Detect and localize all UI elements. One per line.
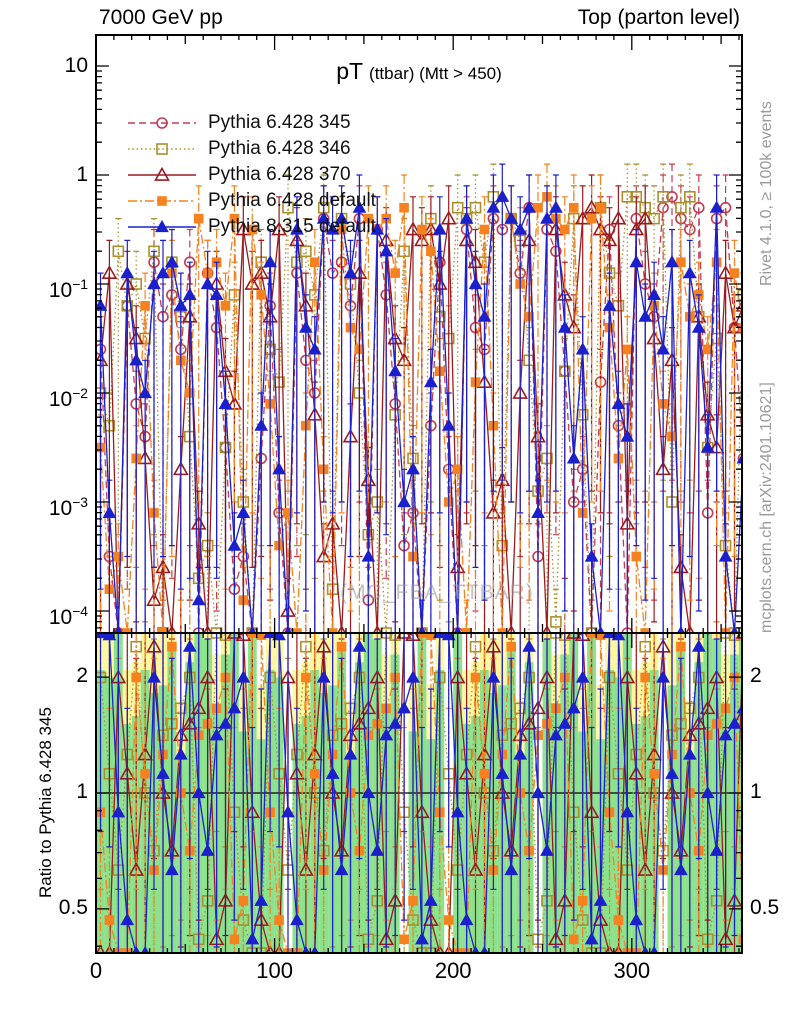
legend-marker-square-open	[127, 140, 197, 158]
x-tick-label: 0	[89, 958, 103, 983]
legend-item-4	[127, 214, 376, 240]
legend-item-0	[127, 110, 376, 136]
header-process: Top (parton level)	[577, 6, 740, 29]
ratio-y-tick-label-right: 2	[750, 664, 762, 688]
legend-label: Pythia 8.315 default	[208, 216, 376, 237]
legend-item-1	[127, 136, 376, 162]
legend-label: Pythia 6.428 370	[208, 164, 351, 185]
plot-title	[96, 58, 742, 85]
legend-label: Pythia 6.428 346	[208, 138, 351, 159]
main-y-tick-label: $10^{-1}$	[48, 276, 88, 302]
plot-title-observable: pT	[336, 58, 364, 84]
legend	[127, 110, 376, 240]
main-y-tick-label: $10^{-4}$	[48, 603, 88, 629]
main-y-tick-label: $10^{-2}$	[48, 385, 88, 411]
x-tick-label: 100	[256, 958, 293, 983]
mcplots-citation-note: mcplots.cern.ch [arXiv:2401.10621]	[758, 382, 775, 633]
legend-marker-triangle-open	[127, 166, 197, 184]
x-tick-label: 300	[613, 958, 651, 983]
legend-marker-square-filled	[127, 192, 197, 210]
ratio-y-tick-label-left: 1	[76, 780, 88, 803]
plot-title-cut: (ttbar) (Mtt > 450)	[369, 64, 502, 83]
legend-item-3	[127, 188, 376, 214]
ratio-axis-title: Ratio to Pythia 6.428 345	[36, 707, 55, 898]
ratio-y-tick-label-right: 1	[750, 780, 762, 803]
legend-item-2	[127, 162, 376, 188]
legend-label: Pythia 6.428 345	[208, 112, 351, 133]
main-y-tick-label: 10	[64, 54, 88, 77]
main-y-tick-label: 1	[76, 163, 88, 186]
analysis-watermark: (MC_FBA_TTBAR)	[340, 581, 534, 604]
legend-marker-circle-open	[127, 114, 197, 132]
x-tick-label: 200	[434, 958, 472, 983]
legend-label: Pythia 6.428 default	[208, 190, 376, 211]
header-beam-energy: 7000 GeV pp	[99, 6, 223, 29]
ratio-y-tick-label-left: 2	[76, 664, 88, 688]
ratio-y-tick-label-left: 0.5	[58, 895, 88, 919]
legend-marker-triangle-filled	[127, 218, 197, 236]
main-y-tick-label: $10^{-3}$	[48, 494, 88, 520]
ratio-y-tick-label-right: 0.5	[750, 895, 780, 919]
rivet-version-note: Rivet 4.1.0, ≥ 100k events	[758, 101, 775, 286]
